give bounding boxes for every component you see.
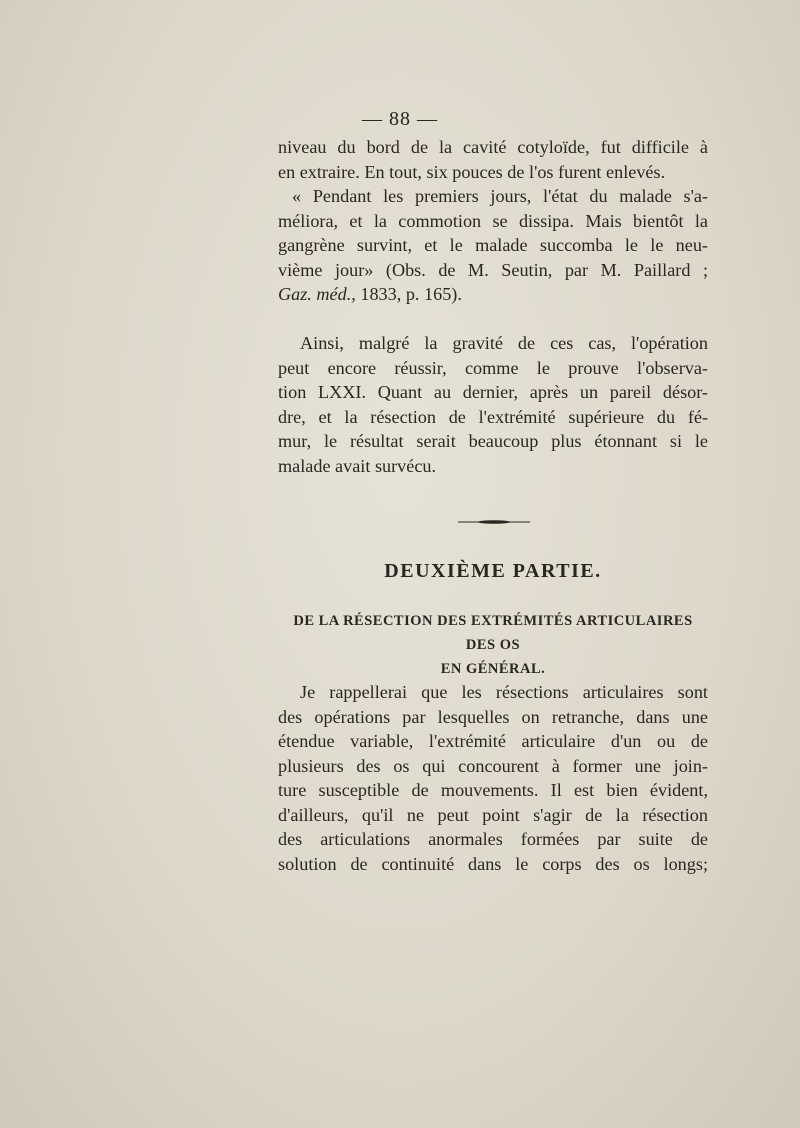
text-line: vième jour» (Obs. de M. Seutin, par M. Paillard ; [278,259,708,280]
part-title: DEUXIÈME PARTIE. [384,560,602,582]
text-line: peut encore réussir, comme le prouve l'observa- [278,357,708,378]
text-line: dre, et la résection de l'extrémité supérieure du fé- [278,406,708,427]
citation-rest: 1833, p. 165). [355,284,462,304]
text-line: Je rappellerai que les résections articulaires sont [300,682,708,702]
text-line: étendue variable, l'extrémité articulaire d'un ou de [278,731,708,751]
text-line: gangrène survint, et le malade succomba le le neu- [278,235,708,255]
text-line: tion LXXI. Quant au dernier, après un pareil désor- [278,382,708,402]
paragraph-resections [278,680,708,876]
citation-line [278,282,708,307]
journal-name: Gaz. méd., [278,284,356,304]
text-line: méliora, et la commotion se dissipa. Mais bientôt la [278,210,708,231]
ornamental-rule [458,520,530,524]
text-line: d'ailleurs, qu'il ne peut point s'agir de la résection [278,804,708,825]
text-line: malade avait survécu. [278,455,437,476]
paragraph-ainsi [278,331,708,478]
text-line: solution de continuité dans le corps des os longs; [278,853,708,874]
text-line: mur, le résultat serait beaucoup plus étonnant si le [278,431,708,451]
text-line: des articulations anormales formées par suite de [278,829,708,849]
section-title-line: DE LA RÉSECTION DES EXTRÉMITÉS ARTICULAIRES DES OS [293,613,693,653]
section-title [278,609,708,681]
text-line: « Pendant les premiers jours, l'état du malade s'a- [292,186,708,206]
text-line: Ainsi, malgré la gravité de ces cas, l'opération [300,333,708,353]
section-title-line: EN GÉNÉRAL. [440,661,546,677]
text-line: en extraire. En tout, six pouces de l'os furent enlevés. [278,161,666,182]
text-line: plusieurs des os qui concourent à former une join- [278,755,708,776]
page-number: — 88 — [362,108,438,130]
text-line: des opérations par lesquelles on retranche, dans une [278,706,708,727]
paragraph-continuation [278,135,708,307]
text-line: ture susceptible de mouvements. Il est bien évident, [278,780,708,800]
text-line: niveau du bord de la cavité cotyloïde, fut difficile à [278,137,708,157]
